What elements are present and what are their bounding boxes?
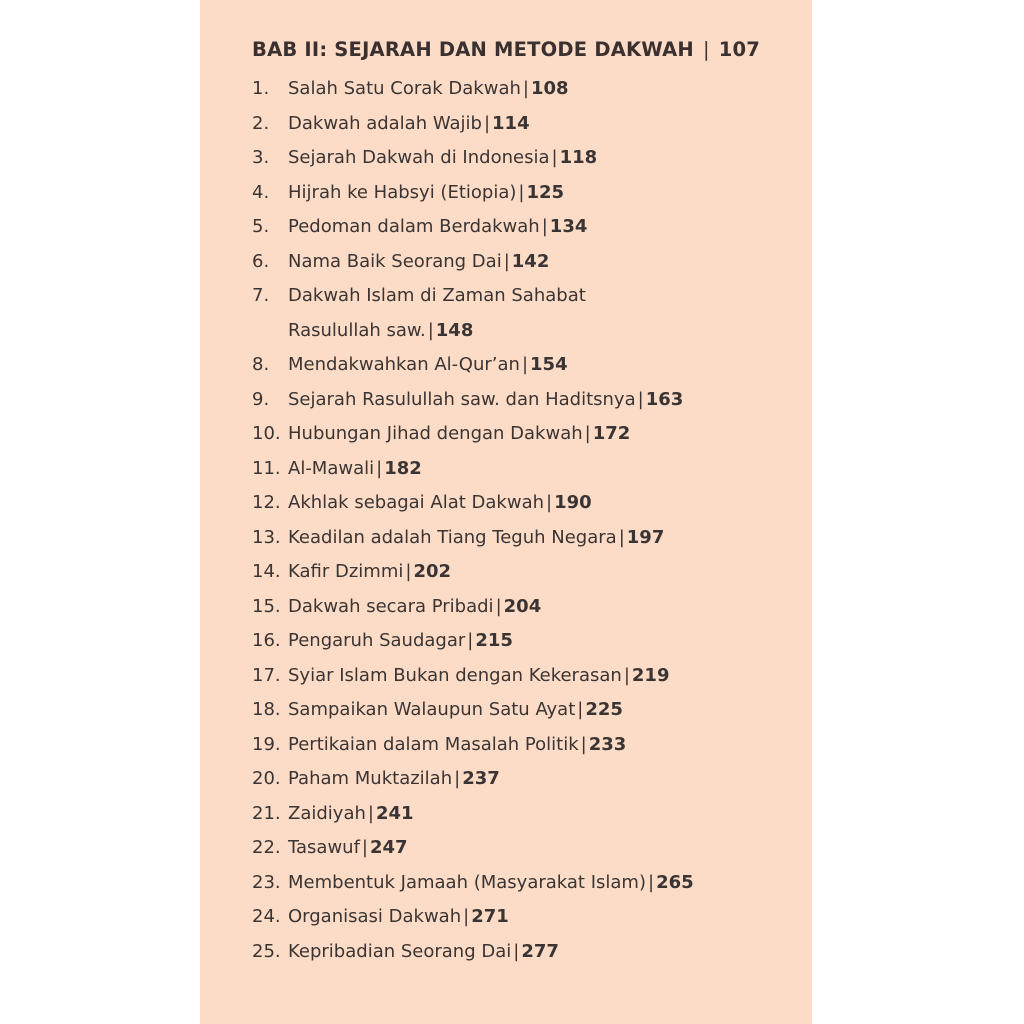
entry-page-number: 241 — [375, 802, 414, 824]
entry-separator: | — [551, 147, 558, 168]
entry-number: 8. — [252, 354, 270, 375]
entry-number: 7. — [252, 285, 270, 306]
entry-title: Tasawuf — [288, 837, 360, 858]
entry-separator: | — [454, 768, 461, 789]
entry-body — [288, 728, 626, 763]
toc-entry — [252, 728, 694, 763]
entry-page-number: 125 — [526, 181, 565, 203]
entry-body — [288, 900, 509, 935]
entry-separator: | — [483, 112, 491, 134]
toc-list — [252, 72, 694, 969]
entry-number: 12. — [252, 492, 281, 513]
entry-body — [288, 935, 559, 970]
entry-number: 9. — [252, 388, 270, 410]
entry-page-number: 114 — [492, 112, 530, 134]
entry-title: Pertikaian dalam Masalah Politik — [288, 733, 579, 755]
entry-body — [288, 659, 669, 694]
entry-title: Akhlak sebagai Alat Dakwah — [288, 492, 545, 513]
entry-title: Mendakwahkan Al-Qur’an — [288, 354, 520, 375]
entry-body — [288, 762, 500, 797]
entry-separator: | — [541, 216, 548, 237]
entry-number: 15. — [252, 595, 281, 617]
entry-body — [288, 624, 513, 659]
entry-body — [288, 866, 694, 901]
entry-number: 23. — [252, 871, 281, 893]
chapter-title: BAB II: SEJARAH DAN METODE DAKWAH — [252, 38, 694, 61]
toc-entry — [252, 245, 694, 280]
chapter-page-number: 107 — [718, 38, 761, 61]
entry-page-number: 202 — [413, 561, 452, 582]
entry-separator: | — [623, 664, 630, 686]
entry-separator: | — [580, 733, 587, 755]
entry-page-number: 215 — [475, 630, 513, 651]
entry-title: Sampaikan Walaupun Satu Ayat — [288, 699, 576, 720]
entry-number: 25. — [252, 940, 281, 962]
toc-entry — [252, 762, 694, 797]
entry-separator: | — [463, 906, 470, 927]
entry-title: Syiar Islam Bukan dengan Kekerasan — [288, 664, 622, 686]
entry-separator: | — [546, 492, 553, 513]
entry-title: Keadilan adalah Tiang Teguh Negara — [288, 526, 617, 548]
chapter-separator: | — [702, 38, 710, 61]
entry-page-number: 182 — [384, 457, 422, 479]
entry-number: 6. — [252, 250, 270, 272]
toc-entry — [252, 693, 694, 728]
entry-separator: | — [495, 595, 502, 617]
entry-title: Kepribadian Seorang Dai — [288, 940, 512, 962]
entry-line — [288, 279, 586, 314]
entry-title: Pedoman dalam Berdakwah — [288, 216, 540, 237]
toc-entry — [252, 831, 694, 866]
entry-body — [288, 383, 683, 418]
entry-page-number: 163 — [645, 388, 684, 410]
entry-title: Dakwah Islam di Zaman Sahabat — [288, 285, 586, 306]
entry-title: Membentuk Jamaah (Masyarakat Islam) — [288, 871, 646, 893]
entry-separator: | — [577, 699, 584, 720]
toc-entry — [252, 624, 694, 659]
entry-page-number: 204 — [503, 595, 542, 617]
entry-separator: | — [503, 250, 510, 272]
entry-number: 1. — [252, 78, 270, 99]
entry-separator: | — [361, 837, 368, 858]
toc-entry — [252, 383, 694, 418]
entry-page-number: 271 — [471, 906, 509, 927]
entry-page-number: 148 — [435, 319, 474, 341]
entry-separator: | — [618, 526, 625, 548]
entry-title: Nama Baik Seorang Dai — [288, 250, 502, 272]
entry-body — [288, 831, 408, 866]
entry-number: 18. — [252, 699, 281, 720]
entry-page-number: 190 — [554, 492, 592, 513]
toc-entry — [252, 452, 694, 487]
entry-number: 3. — [252, 147, 270, 168]
toc-entry — [252, 348, 694, 383]
entry-separator: | — [637, 388, 644, 410]
entry-separator: | — [521, 354, 529, 375]
toc-entry — [252, 659, 694, 694]
entry-title: Hubungan Jihad dengan Dakwah — [288, 423, 583, 444]
entry-separator: | — [467, 630, 474, 651]
entry-separator: | — [367, 802, 374, 824]
toc-entry — [252, 555, 694, 590]
toc-entry — [252, 521, 694, 556]
entry-number: 19. — [252, 733, 281, 755]
toc-entry — [252, 210, 694, 245]
entry-body — [288, 72, 569, 107]
entry-body — [288, 141, 597, 176]
toc-entry — [252, 935, 694, 970]
entry-body — [288, 555, 451, 590]
entry-line — [288, 314, 586, 349]
entry-separator: | — [522, 78, 529, 99]
entry-body — [288, 486, 592, 521]
entry-body — [288, 245, 549, 280]
entry-title: Dakwah secara Pribadi — [288, 595, 494, 617]
entry-title: Kafir Dzimmi — [288, 561, 404, 582]
entry-body — [288, 452, 422, 487]
entry-page-number: 154 — [530, 354, 568, 375]
entry-separator: | — [648, 871, 655, 893]
entry-separator: | — [376, 457, 383, 479]
entry-page-number: 237 — [462, 768, 500, 789]
entry-separator: | — [584, 423, 591, 444]
toc-entry — [252, 417, 694, 452]
entry-title: Salah Satu Corak Dakwah — [288, 78, 521, 99]
toc-entry — [252, 590, 694, 625]
entry-body — [288, 348, 568, 383]
toc-entry — [252, 72, 694, 107]
entry-page-number: 265 — [656, 871, 694, 893]
entry-separator: | — [427, 319, 434, 341]
entry-title: Dakwah adalah Wajib — [288, 112, 482, 134]
entry-body — [288, 521, 664, 556]
entry-title: Paham Muktazilah — [288, 768, 453, 789]
entry-body — [288, 210, 587, 245]
entry-number: 5. — [252, 216, 270, 237]
entry-title: Organisasi Dakwah — [288, 906, 462, 927]
toc-entry — [252, 141, 694, 176]
chapter-heading — [252, 38, 760, 61]
entry-number: 20. — [252, 768, 281, 789]
entry-number: 24. — [252, 906, 281, 927]
entry-page-number: 219 — [631, 664, 670, 686]
entry-title: Sejarah Rasulullah saw. dan Haditsnya — [288, 388, 636, 410]
entry-number: 11. — [252, 457, 281, 479]
toc-entry — [252, 486, 694, 521]
toc-entry — [252, 279, 694, 348]
entry-body — [288, 279, 586, 348]
entry-number: 4. — [252, 181, 270, 203]
entry-number: 13. — [252, 526, 281, 548]
entry-page-number: 134 — [549, 216, 588, 237]
entry-number: 17. — [252, 664, 281, 686]
toc-entry — [252, 797, 694, 832]
entry-body — [288, 693, 623, 728]
entry-title: Zaidiyah — [288, 802, 366, 824]
toc-entry — [252, 176, 694, 211]
toc-entry — [252, 866, 694, 901]
entry-body — [288, 797, 414, 832]
entry-page-number: 172 — [592, 423, 631, 444]
entry-title: Pengaruh Saudagar — [288, 630, 466, 651]
entry-body — [288, 590, 541, 625]
entry-title: Al-Mawali — [288, 457, 375, 479]
entry-page-number: 118 — [559, 147, 598, 168]
entry-number: 22. — [252, 837, 281, 858]
entry-page-number: 108 — [530, 78, 569, 99]
entry-page-number: 142 — [511, 250, 550, 272]
entry-number: 21. — [252, 802, 281, 824]
entry-title: Sejarah Dakwah di Indonesia — [288, 147, 550, 168]
entry-page-number: 225 — [585, 699, 623, 720]
entry-number: 14. — [252, 561, 281, 582]
entry-body — [288, 417, 630, 452]
entry-title: Hijrah ke Habsyi (Etiopia) — [288, 181, 517, 203]
toc-entry — [252, 107, 694, 142]
entry-body — [288, 107, 530, 142]
entry-page-number: 247 — [370, 837, 408, 858]
entry-separator: | — [513, 940, 520, 962]
entry-number: 10. — [252, 423, 281, 444]
entry-body — [288, 176, 564, 211]
entry-separator: | — [405, 561, 412, 582]
toc-page — [200, 0, 812, 1024]
entry-page-number: 233 — [588, 733, 627, 755]
entry-page-number: 277 — [521, 940, 559, 962]
entry-page-number: 197 — [626, 526, 665, 548]
entry-separator: | — [518, 181, 525, 203]
toc-entry — [252, 900, 694, 935]
entry-number: 2. — [252, 112, 270, 134]
entry-number: 16. — [252, 630, 281, 651]
entry-title-continued: Rasulullah saw. — [288, 319, 426, 341]
